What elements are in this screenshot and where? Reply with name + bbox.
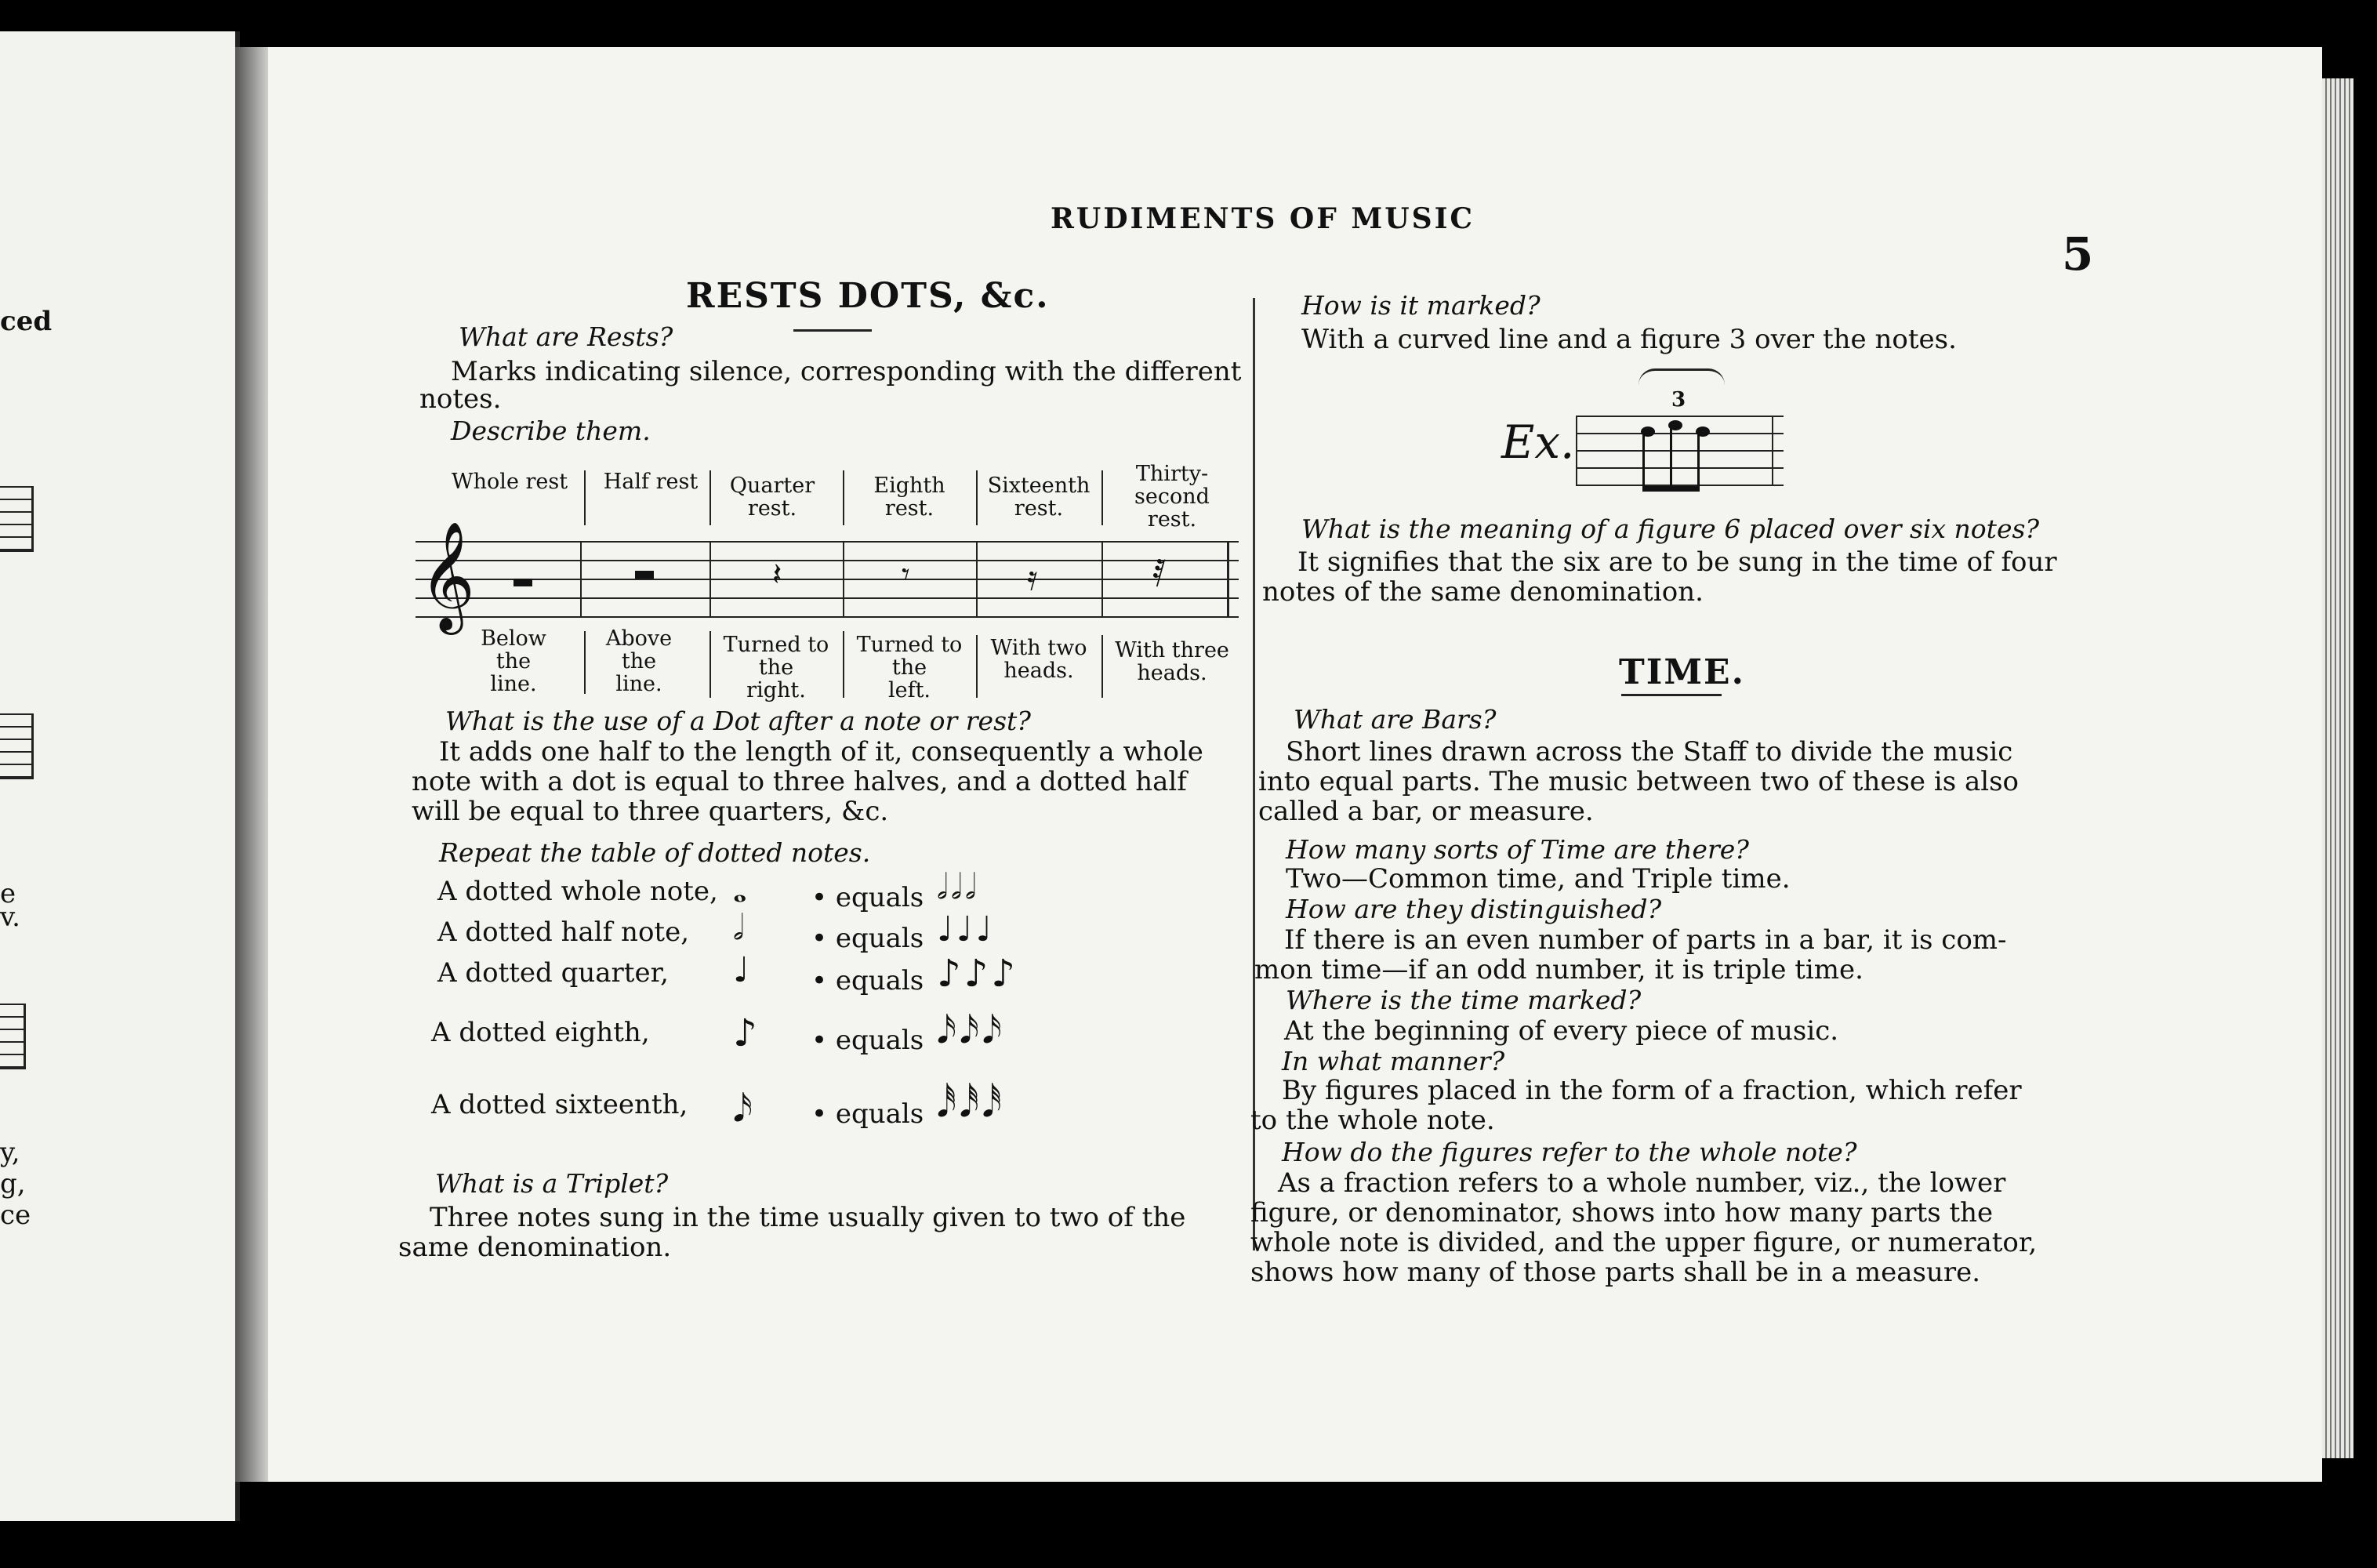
column-separator: [584, 631, 586, 694]
sixteenth-notes-icon: 𝅘𝅥𝅯𝅘𝅥𝅯𝅘𝅥𝅯: [937, 1008, 1005, 1052]
fragment-text: y,: [0, 1137, 20, 1168]
running-head: RUDIMENTS OF MUSIC: [1051, 202, 1475, 235]
column-separator: [843, 470, 844, 525]
rest-name-eighth: Eighth rest.: [873, 474, 945, 521]
question: What is the meaning of a figure 6 placed over six notes?: [1301, 514, 2040, 544]
column-separator: [1101, 635, 1103, 698]
staff-fragment: [0, 486, 34, 552]
column-separator: [584, 470, 586, 525]
half-notes-icon: 𝅗𝅥𝅗𝅥𝅗𝅥: [937, 867, 979, 907]
dotted-row-label: A dotted whole note,: [437, 876, 718, 907]
rest-name-thirty-second: Thirty- second rest.: [1134, 462, 1210, 532]
question: How many sorts of Time are there?: [1286, 834, 1749, 865]
column-separator: [843, 631, 844, 698]
rest-name-quarter: Quarter rest.: [729, 474, 815, 521]
answer: note with a dot is equal to three halves, and a dotted half: [412, 766, 1187, 797]
column-separator: [1101, 470, 1103, 525]
answer: As a fraction refers to a whole number, viz., the lower: [1278, 1167, 2006, 1199]
answer: mon time—if an odd number, it is triple time.: [1254, 954, 1863, 985]
answer: Two—Common time, and Triple time.: [1286, 863, 1791, 895]
answer: into equal parts. The music between two of these is also: [1258, 766, 2020, 797]
fragment-text: v.: [0, 902, 20, 933]
column-separator: [709, 631, 711, 698]
rest-desc-half: Above the line.: [605, 626, 673, 696]
answer: Short lines drawn across the Staff to divide the music: [1286, 736, 2013, 768]
rest-desc-thirty-second: With three heads.: [1115, 638, 1229, 685]
eighth-notes-icon: ♪♪♪: [937, 952, 1018, 996]
answer: By figures placed in the form of a fraction, which refer: [1282, 1075, 2022, 1106]
answer: If there is an even number of parts in a bar, it is com-: [1284, 924, 2007, 956]
question: How do the figures refer to the whole note?: [1282, 1137, 1857, 1167]
half-note-icon: 𝅗𝅥: [733, 908, 744, 948]
column-separator: [976, 470, 978, 525]
question: In what manner?: [1282, 1046, 1505, 1076]
question: Repeat the table of dotted notes.: [439, 837, 871, 868]
dotted-row-label: A dotted sixteenth,: [431, 1089, 688, 1120]
eighth-rest-icon: 𝄾: [902, 557, 910, 593]
heading-rule: [1621, 694, 1722, 696]
question: Describe them.: [451, 416, 651, 446]
answer: will be equal to three quarters, &c.: [412, 796, 889, 827]
dotted-row-label: A dotted half note,: [437, 916, 690, 948]
answer: At the beginning of every piece of music.: [1284, 1015, 1839, 1047]
half-rest-icon: [635, 571, 654, 579]
quarter-note-icon: ♩: [733, 950, 749, 990]
dotted-row-equals: • equals: [811, 1025, 924, 1056]
fragment-text: ce: [0, 1200, 31, 1231]
rest-name-half: Half rest: [603, 470, 699, 494]
question: Where is the time marked?: [1286, 985, 1642, 1015]
whole-rest-icon: [514, 579, 532, 586]
dotted-row-equals: • equals: [811, 965, 924, 996]
rest-desc-whole: Below the line.: [481, 626, 546, 696]
section-heading-time: TIME.: [1619, 652, 1745, 692]
eighth-note-icon: ♪: [733, 1011, 757, 1055]
rest-desc-sixteenth: With two heads.: [990, 636, 1087, 683]
dotted-row-label: A dotted quarter,: [437, 957, 669, 989]
answer: same denomination.: [398, 1232, 672, 1263]
answer: It adds one half to the length of it, consequently a whole: [439, 736, 1203, 768]
answer: shows how many of those parts shall be in a measure.: [1250, 1257, 1981, 1288]
question: What are Bars?: [1294, 704, 1497, 735]
question: How is it marked?: [1301, 290, 1541, 321]
question: What is a Triplet?: [435, 1168, 669, 1199]
rest-name-whole: Whole rest: [451, 470, 568, 494]
sixteenth-note-icon: 𝅘𝅥𝅯: [733, 1087, 753, 1131]
whole-note-icon: 𝅝: [733, 870, 747, 910]
answer: Marks indicating silence, corresponding with the different: [451, 356, 1242, 387]
book-gutter: [235, 47, 268, 1482]
quarter-rest-icon: 𝄽: [772, 557, 782, 593]
dotted-row-equals: • equals: [811, 882, 924, 913]
quarter-notes-icon: ♩♩♩: [937, 909, 996, 949]
fragment-text: ced: [0, 306, 53, 337]
column-separator: [709, 470, 711, 525]
triplet-figure: 3: [1671, 388, 1686, 412]
staff-fragment: [0, 1004, 26, 1069]
question: What are Rests?: [459, 321, 673, 352]
example-label: Ex.: [1501, 416, 1575, 469]
treble-clef-icon: 𝄞: [419, 521, 475, 630]
triplet-slur-icon: [1638, 368, 1725, 385]
section-heading-rests: RESTS DOTS, &c.: [686, 276, 1050, 316]
dotted-row-label: A dotted eighth,: [431, 1017, 650, 1048]
page-edge: [2322, 78, 2353, 1458]
answer: It signifies that the six are to be sung in the time of four: [1297, 546, 2057, 578]
rest-desc-eighth: Turned to the left.: [856, 633, 963, 702]
heading-rule: [793, 329, 872, 332]
fragment-text: g,: [0, 1168, 26, 1200]
answer: to the whole note.: [1250, 1105, 1495, 1136]
page-number: 5: [2062, 227, 2094, 281]
column-separator: [976, 635, 978, 698]
question: How are they distinguished?: [1286, 894, 1662, 924]
answer: called a bar, or measure.: [1258, 796, 1594, 827]
fragment-text: e: [0, 878, 16, 909]
thirty-second-notes-icon: 𝅘𝅥𝅰𝅘𝅥𝅰𝅘𝅥𝅰: [937, 1082, 1005, 1126]
dotted-row-equals: • equals: [811, 1098, 924, 1130]
answer: figure, or denominator, shows into how many parts the: [1250, 1197, 1994, 1229]
dotted-row-equals: • equals: [811, 923, 924, 954]
answer: whole note is divided, and the upper figure, or numerator,: [1250, 1227, 2038, 1258]
question: What is the use of a Dot after a note or rest?: [445, 706, 1031, 736]
rest-desc-quarter: Turned to the right.: [723, 633, 829, 702]
answer: notes of the same denomination.: [1262, 576, 1704, 608]
rest-name-sixteenth: Sixteenth rest.: [987, 474, 1091, 521]
answer: Three notes sung in the time usually given to two of the: [430, 1202, 1186, 1233]
previous-page-edge: [0, 31, 240, 1521]
answer: With a curved line and a figure 3 over the notes.: [1301, 324, 1957, 355]
rests-staff: [416, 521, 1239, 630]
thirty-second-rest-icon: 𝅀: [1152, 551, 1167, 595]
answer: notes.: [419, 383, 502, 415]
triplet-staff: [1576, 416, 1784, 486]
sixteenth-rest-icon: 𝄿: [1027, 558, 1038, 598]
staff-fragment: [0, 713, 34, 779]
